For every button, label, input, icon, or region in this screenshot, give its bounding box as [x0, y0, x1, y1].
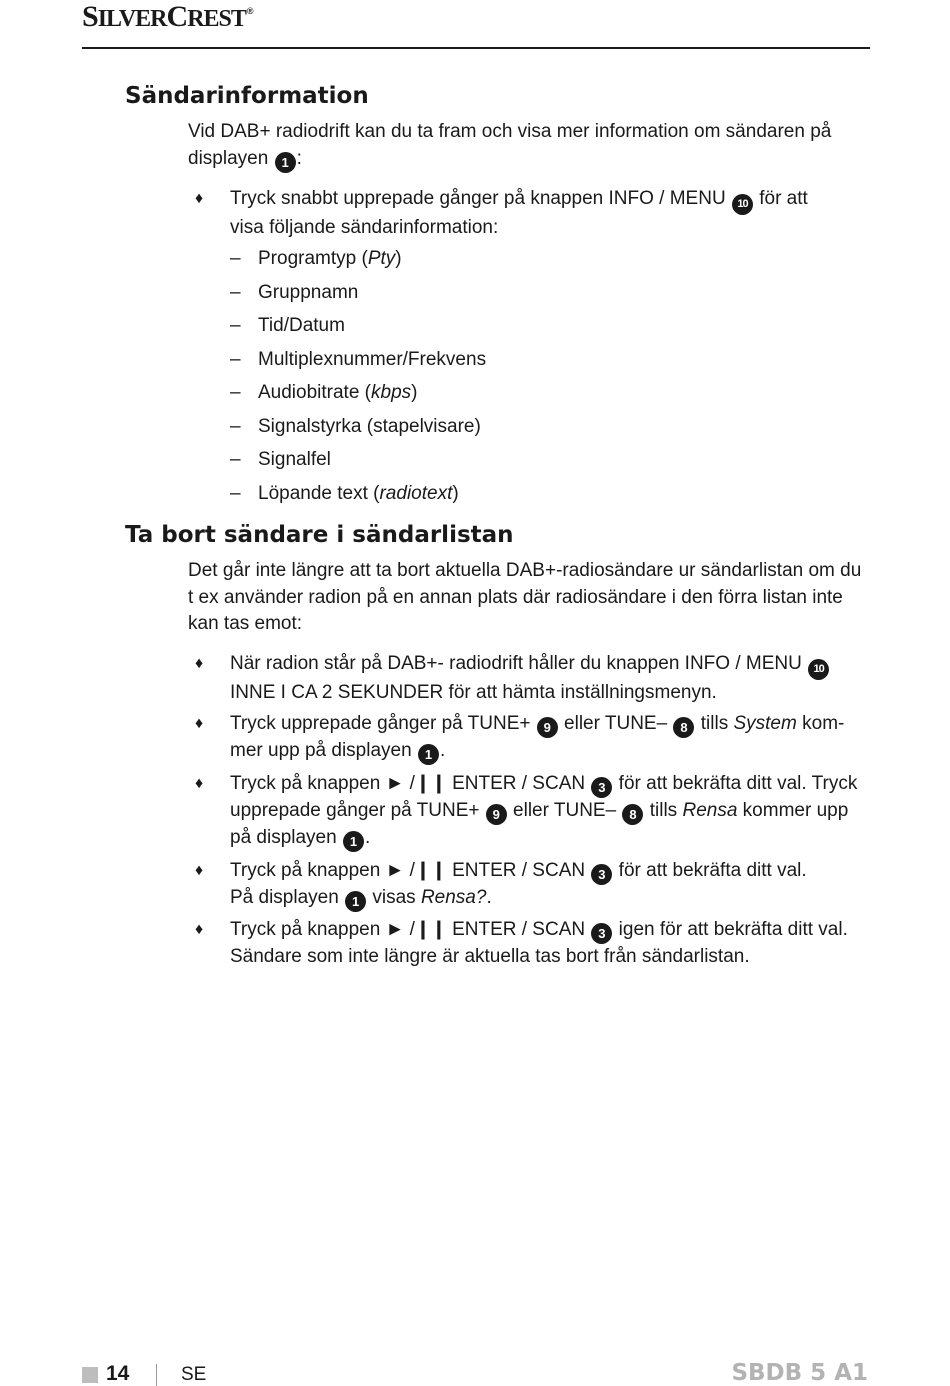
ref-number-8: 8: [673, 717, 694, 738]
footer-square-icon: [82, 1367, 98, 1383]
list-item: ♦ Tryck på knappen ► /❙❙ ENTER / SCAN 3 för att bekräfta ditt val. Tryck upprepade gånger på TUNE+ 9 eller TUNE– 8 tills Rensa kommer upp på displayen 1 .: [195, 771, 868, 852]
ref-number-3: 3: [591, 864, 612, 885]
diamond-bullet-icon: ♦: [195, 921, 204, 938]
list-item: ♦ Tryck upprepade gånger på TUNE+ 9 eller TUNE– 8 tills System kom- mer upp på displayen 1 .: [195, 711, 868, 765]
ref-number-3: 3: [591, 777, 612, 798]
ref-number-8: 8: [622, 804, 643, 825]
dash-item-time-date: – Tid/Datum: [230, 315, 345, 336]
list-item: ♦ Tryck på knappen ► /❙❙ ENTER / SCAN 3 igen för att bekräfta ditt val. Sändare som inte längre är aktuella tas bort från sändarlistan.: [195, 919, 848, 967]
diamond-bullet-icon: ♦: [195, 862, 204, 879]
diamond-bullet-icon: ♦: [195, 715, 204, 732]
dash-item-signal-error: – Signalfel: [230, 449, 331, 470]
ref-number-1: 1: [345, 891, 366, 912]
list-item: ♦ Tryck på knappen ► /❙❙ ENTER / SCAN 3 för att bekräfta ditt val. På displayen 1 visas Rensa?.: [195, 858, 868, 912]
section1-intro: Vid DAB+ radiodrift kan du ta fram och visa mer information om sändaren på displayen 1 :: [188, 119, 868, 173]
language-code: SE: [181, 1364, 207, 1385]
dash-item-signal-strength: – Signalstyrka (stapelvisare): [230, 416, 481, 437]
header-rule: [82, 47, 870, 49]
ref-number-1: 1: [343, 831, 364, 852]
ref-number-9: 9: [486, 804, 507, 825]
dash-item-group-name: – Gruppnamn: [230, 282, 359, 303]
page-number: 14: [106, 1362, 130, 1385]
dash-item-multiplex: – Multiplexnummer/Frekvens: [230, 349, 487, 370]
ref-number-3: 3: [591, 923, 612, 944]
section2-intro: Det går inte längre att ta bort aktuella DAB+-radiosändare ur sändarlistan om du t ex använder radion på en annan plats där radiosändare i den förra listan inte kan tas emot:: [188, 560, 862, 634]
diamond-bullet-icon: ♦: [195, 775, 204, 792]
model-number: SBDB 5 A1: [731, 1360, 868, 1386]
ref-number-1: 1: [275, 152, 296, 173]
dash-item-program-type: – Programtyp (Pty): [230, 248, 402, 269]
ref-number-10: 10: [808, 659, 829, 680]
footer-divider: [156, 1364, 157, 1386]
ref-number-10: 10: [732, 194, 753, 215]
section-title-station-info: Sändarinformation: [125, 83, 369, 109]
dash-item-audiobitrate: – Audiobitrate (kbps): [230, 382, 418, 403]
diamond-bullet-icon: ♦: [195, 655, 204, 672]
section-title-remove-stations: Ta bort sändare i sändarlistan: [125, 522, 514, 548]
diamond-bullet-icon: ♦: [195, 190, 204, 207]
list-item: ♦ När radion står på DAB+- radiodrift håller du knappen INFO / MENU 10 INNE I CA 2 SEKUNDER för att hämta inställningsmenyn.: [195, 651, 868, 707]
ref-number-1: 1: [418, 744, 439, 765]
list-item: ♦ Tryck snabbt upprepade gånger på knappen INFO / MENU 10 för att visa följande sändarinformation:: [195, 188, 808, 238]
brand-logo: SILVERCREST®: [82, 0, 253, 33]
ref-number-9: 9: [537, 717, 558, 738]
dash-item-running-text: – Löpande text (radiotext): [230, 483, 459, 504]
